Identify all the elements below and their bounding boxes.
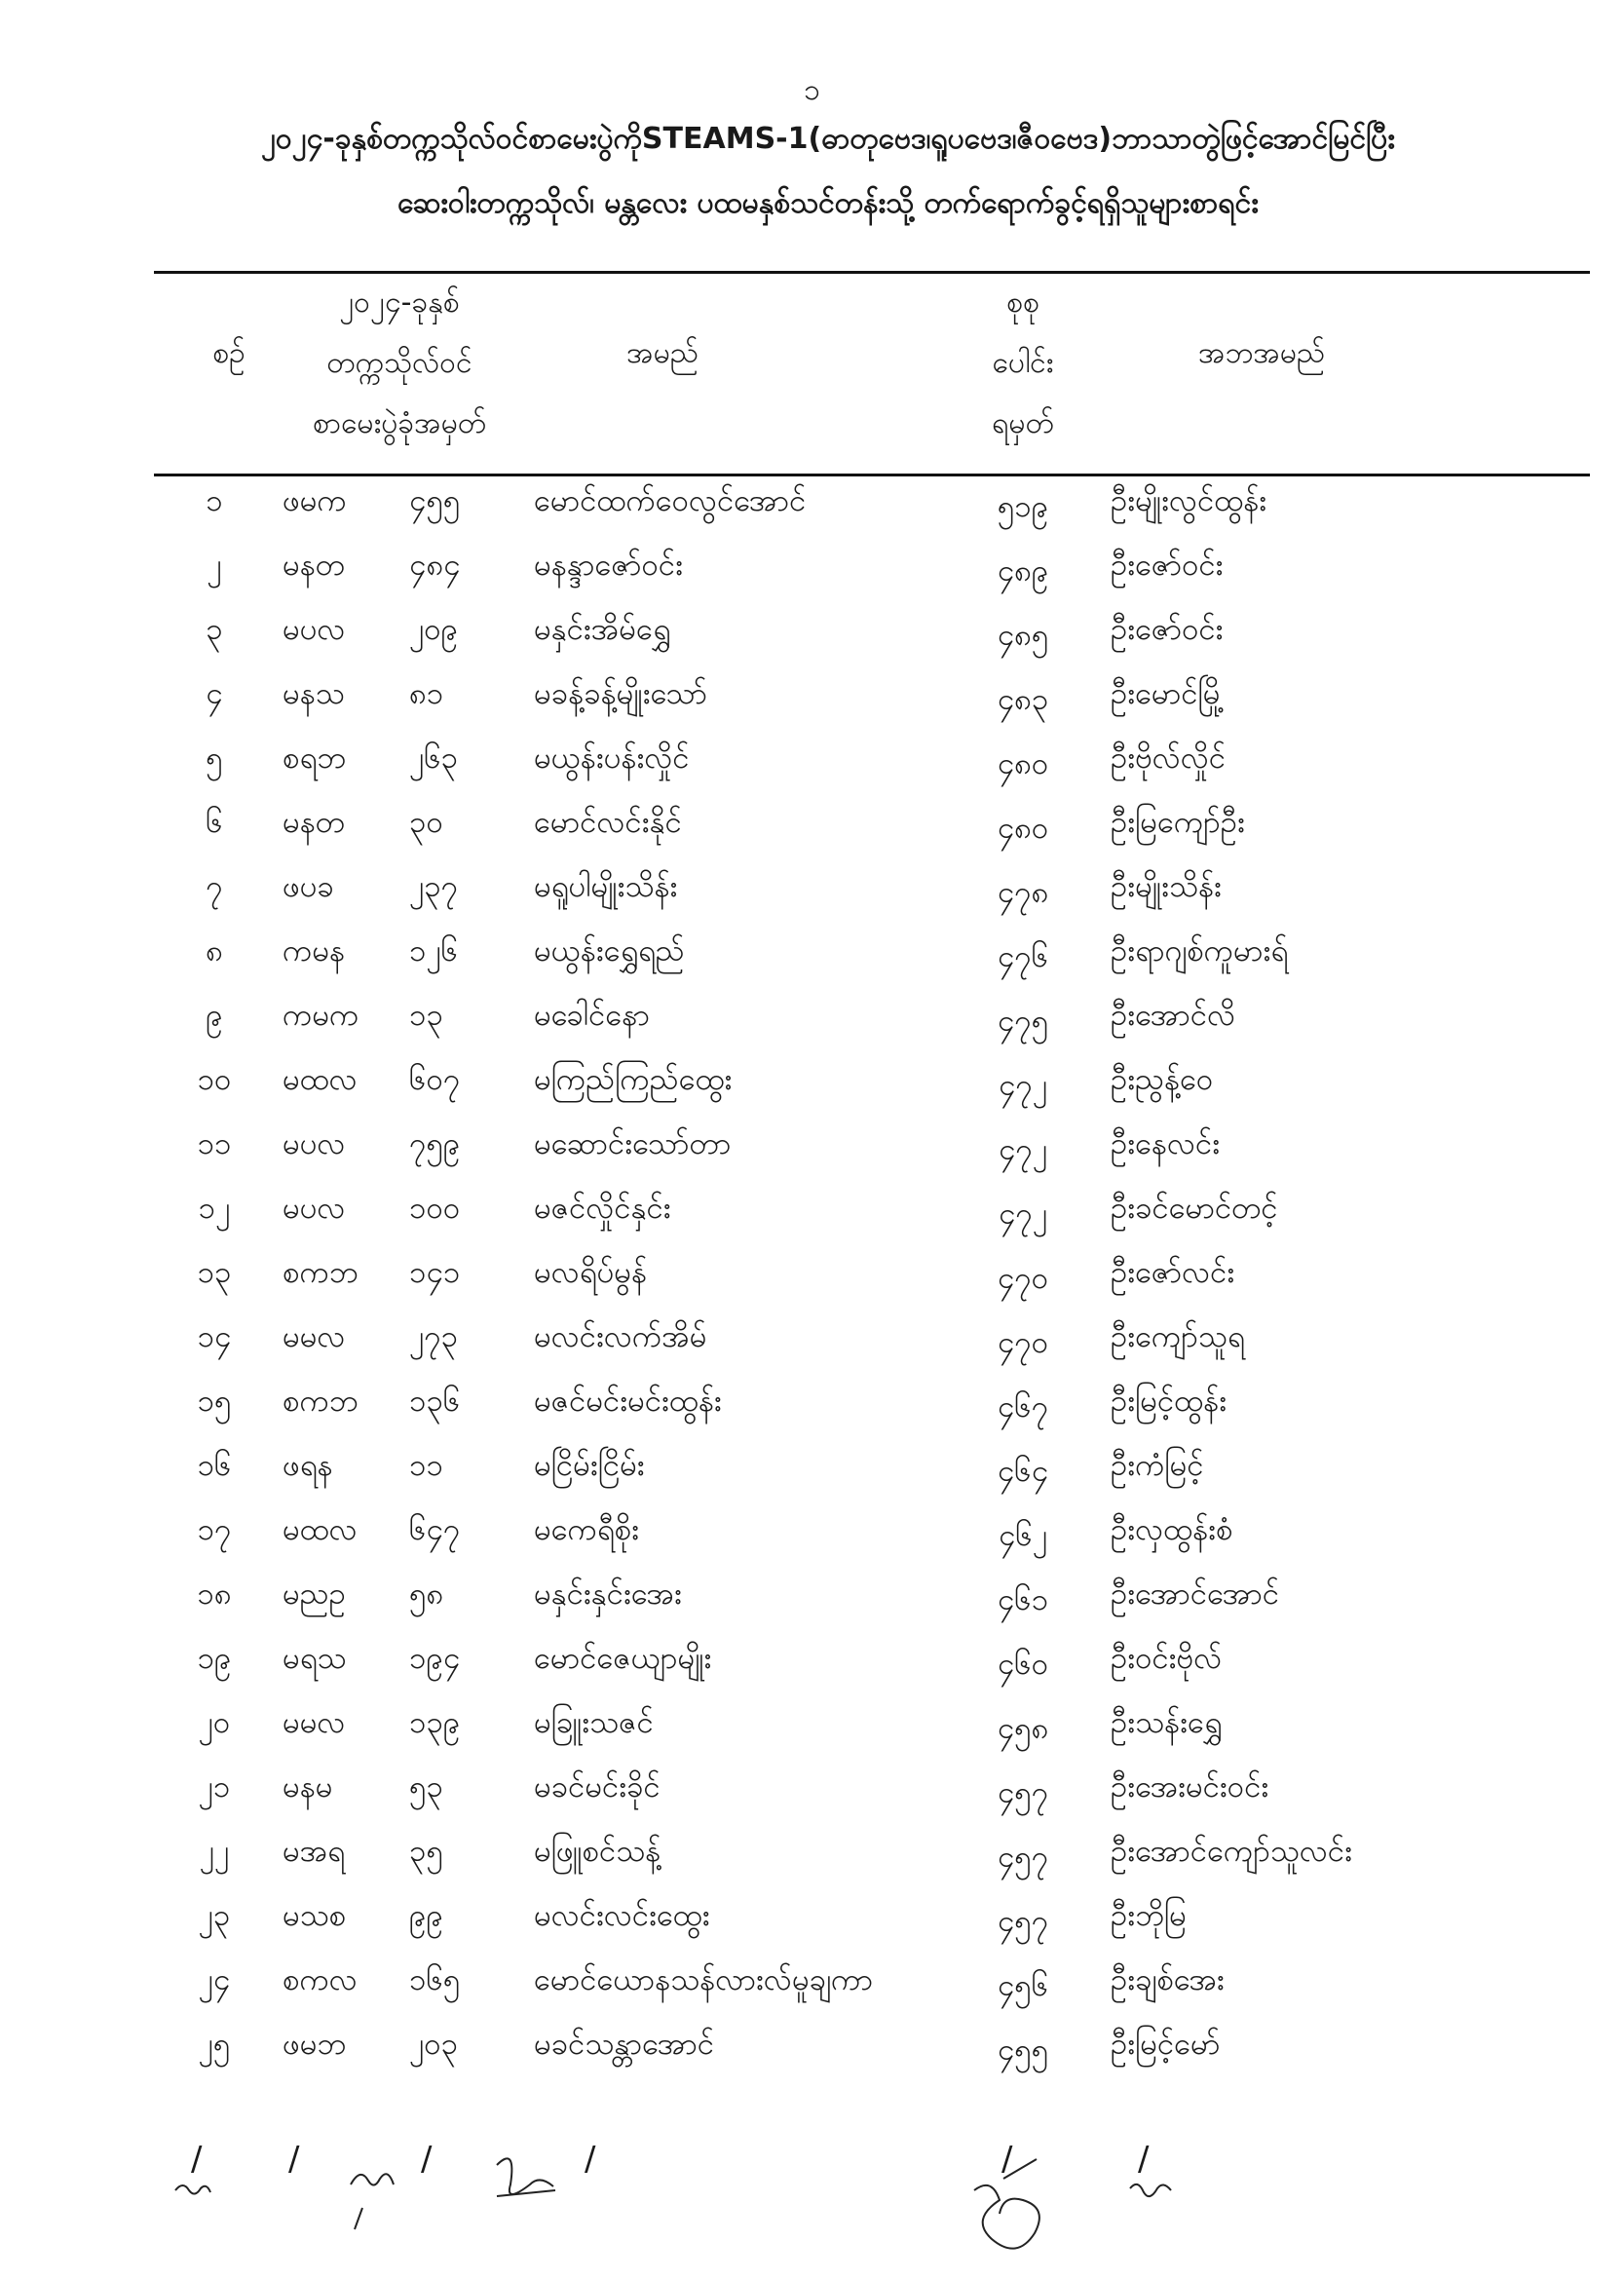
roll-code-cell: ဖရန	[283, 1448, 333, 1483]
father-name-cell: ဦးဗိုလ်လှိုင်	[1111, 741, 1227, 776]
total-marks-cell: ၄၇၀	[997, 1261, 1049, 1296]
roll-number-cell: ၃၅	[409, 1834, 443, 1869]
roll-number-cell: ၄၅၅	[409, 483, 461, 518]
header-roll-line-3: စာမေးပွဲခုံအမှတ်	[312, 406, 487, 440]
serial-no-cell: ၂	[207, 548, 222, 583]
total-marks-cell: ၄၇၂	[998, 1068, 1048, 1103]
roll-code-cell: စရဘ	[283, 741, 347, 776]
serial-no-cell: ၆	[206, 805, 223, 840]
table-row	[0, 2025, 1624, 2089]
serial-no-cell: ၁၇	[197, 1512, 232, 1547]
table-row	[0, 1446, 1624, 1510]
initials-scribble	[175, 2185, 210, 2194]
father-name-cell: ဦးဇော်ဝင်း	[1111, 548, 1224, 583]
serial-no-cell: ၂၀	[198, 1705, 231, 1740]
total-marks-cell: ၄၇၈	[997, 875, 1049, 910]
roll-number-cell: ၅၃	[409, 1769, 443, 1804]
tick-mark: /	[1138, 2140, 1150, 2179]
father-name-cell: ဦးဘိုမြ	[1111, 1898, 1187, 1933]
total-marks-cell: ၄၇၅	[997, 1004, 1049, 1039]
serial-no-cell: ၁	[206, 483, 223, 518]
total-marks-cell: ၄၇၆	[997, 939, 1049, 974]
table-row	[0, 1575, 1624, 1639]
student-name-cell: မရူပါမျိုးသိန်း	[534, 869, 678, 904]
student-name-cell: မနှင်းနှင်းအေး	[534, 1576, 682, 1612]
student-name-cell: မနှင်းအိမ်ရွှေ	[534, 612, 671, 647]
total-marks-cell: ၄၆၄	[997, 1454, 1049, 1489]
father-name-cell: ဦးမျိုးသိန်း	[1111, 869, 1222, 904]
father-name-cell: ဦးကံမြင့်	[1111, 1448, 1204, 1483]
roll-code-cell: မထလ	[283, 1512, 358, 1547]
serial-no-cell: ၉	[206, 998, 223, 1033]
total-marks-cell: ၄၅၈	[997, 1711, 1049, 1746]
table-row	[0, 1189, 1624, 1253]
roll-number-cell: ၂၆၃	[409, 741, 459, 776]
tick-mark: /	[288, 2140, 300, 2179]
total-marks-cell: ၄၅၆	[997, 1968, 1049, 2003]
header-total-marks	[964, 285, 1081, 470]
student-name-cell: မောင်ယောနသန်လားလ်မူချကာ	[534, 1962, 874, 1997]
tick-mark: /	[585, 2140, 596, 2179]
serial-no-cell: ၁၆	[197, 1448, 232, 1483]
signature-marks	[0, 2140, 1624, 2276]
total-marks-cell: ၄၅၅	[997, 2032, 1049, 2068]
roll-number-cell: ၆၄၇	[409, 1512, 461, 1547]
father-name-cell: ဦးအေးမင်းဝင်း	[1111, 1769, 1269, 1804]
father-name-cell: ဦးအောင်လိ	[1111, 998, 1236, 1033]
total-marks-cell: ၄၈၀	[997, 746, 1049, 781]
initials-scribble	[351, 2174, 394, 2229]
table-top-rule	[154, 271, 1590, 274]
initials-scribble	[1130, 2184, 1171, 2196]
father-name-cell: ဦးနေလင်း	[1111, 1126, 1221, 1161]
tick-mark: /	[1001, 2140, 1013, 2179]
total-marks-cell: ၄၆၂	[998, 1518, 1048, 1553]
roll-code-cell: မမလ	[283, 1705, 346, 1740]
roll-number-cell: ၂၃၇	[409, 869, 459, 904]
father-name-cell: ဦးသန်းရွှေ	[1111, 1705, 1223, 1740]
serial-no-cell: ၃	[206, 612, 223, 647]
table-row	[0, 739, 1624, 803]
father-name-cell: ဦးမြင့်ထွန်း	[1111, 1384, 1227, 1419]
table-row	[0, 1317, 1624, 1382]
roll-number-cell: ၉၉	[409, 1898, 443, 1933]
serial-no-cell: ၁၁	[197, 1126, 232, 1161]
roll-code-cell: မညဥ	[283, 1576, 346, 1612]
serial-no-cell: ၁၅	[197, 1384, 232, 1419]
father-name-cell: ဦးအောင်အောင်	[1111, 1576, 1280, 1612]
serial-no-cell: ၁၀	[197, 1062, 232, 1097]
table-row	[0, 546, 1624, 610]
roll-code-cell: ဖပခ	[283, 869, 334, 904]
document-title-line-2: ဆေးဝါးတက္ကသိုလ်၊ မန္တလေး ပထမနှစ်သင်တန်းသို့ တက်ရောက်ခွင့်ရရှိသူများစာရင်း	[397, 186, 1259, 220]
father-name-cell: ဦးချစ်အေး	[1111, 1962, 1225, 1997]
serial-no-cell: ၂၁	[198, 1769, 231, 1804]
serial-no-cell: ၁၂	[198, 1191, 231, 1226]
student-name-cell: မယွန်းရွှေရည်	[534, 933, 685, 969]
student-name-cell: မောင်လင်းနိုင်	[534, 805, 682, 840]
roll-code-cell: မနတ	[283, 548, 345, 583]
roll-number-cell: ၃၀	[409, 805, 443, 840]
student-name-cell: မဖြူစင်သန့်	[534, 1834, 661, 1869]
roll-number-cell: ၁၀၀	[409, 1191, 461, 1226]
student-name-cell: မလင်းလက်အိမ်	[534, 1319, 707, 1354]
total-marks-cell: ၄၆၀	[997, 1647, 1049, 1682]
table-row	[0, 1510, 1624, 1575]
roll-code-cell: မနမ	[283, 1769, 333, 1804]
table-row	[0, 867, 1624, 931]
roll-number-cell: ၄၈၄	[409, 548, 461, 583]
total-marks-cell: ၄၈၀	[997, 811, 1049, 846]
roll-number-cell: ၈၁	[409, 676, 444, 711]
roll-code-cell: မပလ	[283, 1126, 346, 1161]
total-marks-cell: ၄၈၃	[997, 682, 1049, 717]
table-row	[0, 803, 1624, 867]
table-row	[0, 1253, 1624, 1317]
student-name-cell: မောင်ဇေယျာမျိုး	[534, 1641, 712, 1676]
table-row	[0, 1639, 1624, 1703]
student-name-cell: မခန့်ခန့်မျိုးသော်	[534, 676, 707, 711]
total-marks-cell: ၄၆၇	[997, 1389, 1049, 1424]
roll-number-cell: ၁၆၅	[409, 1962, 461, 1997]
roll-code-cell: မနတ	[283, 805, 345, 840]
father-name-cell: ဦးဇော်ဝင်း	[1111, 612, 1224, 647]
table-row	[0, 1060, 1624, 1124]
student-name-cell: မကေရီစိုး	[534, 1512, 639, 1547]
table-row	[0, 1896, 1624, 1960]
student-name-cell: မခင်မင်းခိုင်	[534, 1769, 661, 1804]
roll-code-cell: မမလ	[283, 1319, 346, 1354]
father-name-cell: ဦးဇော်လင်း	[1111, 1255, 1235, 1290]
roll-code-cell: ကမက	[283, 998, 359, 1033]
roll-number-cell: ၂၇၃	[409, 1319, 459, 1354]
student-name-cell: မကြည်ကြည်ထွေး	[534, 1062, 733, 1097]
header-name: အမည်	[626, 336, 699, 370]
father-name-cell: ဦးမြင့်မော်	[1111, 2027, 1221, 2062]
total-marks-cell: ၄၅၇	[997, 1904, 1049, 1939]
total-marks-cell: ၄၇၂	[998, 1196, 1048, 1232]
table-row	[0, 1703, 1624, 1767]
tick-mark: /	[191, 2140, 203, 2179]
serial-no-cell: ၈	[206, 933, 223, 969]
roll-code-cell: မပလ	[283, 1191, 346, 1226]
total-marks-cell: ၄၅၇	[997, 1840, 1049, 1875]
student-name-cell: မခင်သန္တာအောင်	[534, 2027, 715, 2062]
header-roll-line-2: တက္ကသိုလ်ဝင်	[326, 346, 472, 380]
father-name-cell: ဦးမောင်မြို့	[1111, 676, 1226, 711]
roll-number-cell: ၁၃၉	[409, 1705, 461, 1740]
roll-code-cell: စကလ	[283, 1962, 358, 1997]
roll-code-cell: မရသ	[283, 1641, 347, 1676]
serial-no-cell: ၅	[206, 741, 223, 776]
serial-no-cell: ၁၈	[197, 1576, 232, 1612]
table-row	[0, 481, 1624, 546]
header-marks-line-2: ပေါင်း	[992, 346, 1054, 380]
serial-no-cell: ၁၉	[197, 1641, 232, 1676]
roll-number-cell: ၁၉၄	[409, 1641, 461, 1676]
student-name-cell: မနန္ဒာဇော်ဝင်း	[534, 548, 684, 583]
tick-mark: /	[421, 2140, 433, 2179]
header-serial-no: စဉ်	[212, 336, 245, 370]
student-name-cell: မဇင်မင်းမင်းထွန်း	[534, 1384, 722, 1419]
serial-no-cell: ၂၃	[198, 1898, 231, 1933]
roll-code-cell: မပလ	[283, 612, 346, 647]
signature-scribble	[974, 2159, 1039, 2249]
serial-no-cell: ၄	[206, 676, 223, 711]
serial-no-cell: ၇	[206, 869, 223, 904]
header-roll-line-1: ၂၀၂၄-ခုနှစ်	[339, 285, 460, 320]
header-marks-line-3: ရမှတ်	[992, 406, 1054, 440]
table-row	[0, 1382, 1624, 1446]
header-roll-number	[273, 285, 526, 470]
roll-number-cell: ၂၀၃	[409, 2027, 459, 2062]
table-row	[0, 931, 1624, 996]
document-title-line-1: ၂၀၂၄-ခုနှစ်တက္ကသိုလ်ဝင်စာမေးပွဲကိုSTEAMS-1(ဓာတုဗေဒ၊ရူပဗေဒ၊ဇီဝဗေဒ)ဘာသာတွဲဖြင့်အောင်မြင်ပြီး	[261, 122, 1395, 156]
total-marks-cell: ၄၇၂	[998, 1132, 1048, 1167]
table-row	[0, 1124, 1624, 1189]
student-name-cell: မယွန်းပန်းလှိုင်	[534, 741, 690, 776]
total-marks-cell: ၄၅၇	[997, 1775, 1049, 1810]
table-row	[0, 674, 1624, 739]
roll-code-cell: မနသ	[283, 676, 345, 711]
serial-no-cell: ၂၄	[198, 1962, 231, 1997]
serial-no-cell: ၁၄	[197, 1319, 232, 1354]
student-name-cell: မောင်ထက်ဝေလွင်အောင်	[534, 483, 807, 518]
father-name-cell: ဦးဝင်းဗိုလ်	[1111, 1641, 1223, 1676]
roll-number-cell: ၅၈	[409, 1576, 444, 1612]
student-name-cell: မဇင်လှိုင်နှင်း	[534, 1191, 671, 1226]
table-header-rule	[154, 474, 1590, 476]
father-name-cell: ဦးအောင်ကျော်သူလင်း	[1111, 1834, 1352, 1869]
father-name-cell: ဦးရာဂျစ်ကူမားရ်	[1111, 933, 1289, 969]
father-name-cell: ဦးခင်မောင်တင့်	[1111, 1191, 1278, 1226]
table-row	[0, 610, 1624, 674]
father-name-cell: ဦးမျိုးလွင်ထွန်း	[1111, 483, 1267, 518]
roll-code-cell: ကမန	[283, 933, 346, 969]
roll-code-cell: ဖမဘ	[283, 2027, 347, 2062]
serial-no-cell: ၁၃	[197, 1255, 232, 1290]
father-name-cell: ဦးမြကျော်ဦး	[1111, 805, 1245, 840]
table-row	[0, 996, 1624, 1060]
father-name-cell: ဦးလှထွန်းစံ	[1111, 1512, 1233, 1547]
roll-number-cell: ၁၁	[409, 1448, 443, 1483]
student-name-cell: မလရိပ်မွန်	[534, 1255, 648, 1290]
student-name-cell: မခြူးသဇင်	[534, 1705, 654, 1740]
roll-code-cell: မအရ	[283, 1834, 345, 1869]
table-row	[0, 1960, 1624, 2025]
total-marks-cell: ၅၁၉	[997, 489, 1049, 524]
total-marks-cell: ၄၈၉	[997, 553, 1049, 589]
father-name-cell: ဦးကျော်သူရ	[1111, 1319, 1245, 1354]
roll-number-cell: ၇၅၉	[409, 1126, 461, 1161]
student-name-cell: မငြိမ်းငြိမ်း	[534, 1448, 645, 1483]
roll-code-cell: စကဘ	[283, 1384, 359, 1419]
total-marks-cell: ၄၇၀	[997, 1325, 1049, 1360]
table-row	[0, 1767, 1624, 1832]
student-name-cell: မလင်းလင်းထွေး	[534, 1898, 710, 1933]
roll-code-cell: စကဘ	[283, 1255, 359, 1290]
roll-code-cell: ဖမက	[283, 483, 347, 518]
header-marks-line-1: စုစု	[1006, 285, 1039, 320]
roll-number-cell: ၁၂၆	[409, 933, 459, 969]
roll-number-cell: ၂၀၉	[409, 612, 459, 647]
total-marks-cell: ၄၆၁	[997, 1582, 1049, 1617]
table-row	[0, 1832, 1624, 1896]
roll-number-cell: ၁၄၁	[409, 1255, 461, 1290]
roll-number-cell: ၁၃၆	[409, 1384, 461, 1419]
serial-no-cell: ၂၅	[198, 2027, 231, 2062]
roll-code-cell: မသစ	[283, 1898, 347, 1933]
page-number: ၁	[804, 73, 820, 107]
roll-number-cell: ၆၀၇	[409, 1062, 461, 1097]
signature-scribble	[497, 2158, 555, 2196]
signature-scribbles	[0, 2140, 1624, 2276]
roll-number-cell: ၁၃	[409, 998, 443, 1033]
roll-code-cell: မထလ	[283, 1062, 358, 1097]
father-name-cell: ဦးညွန့်ဝေ	[1111, 1062, 1214, 1097]
serial-no-cell: ၂၂	[199, 1834, 230, 1869]
student-name-cell: မခေါင်နော	[534, 998, 650, 1033]
total-marks-cell: ၄၈၅	[997, 618, 1049, 653]
header-father-name: အဘအမည်	[1197, 336, 1326, 370]
student-name-cell: မဆောင်းသော်တာ	[534, 1126, 732, 1161]
